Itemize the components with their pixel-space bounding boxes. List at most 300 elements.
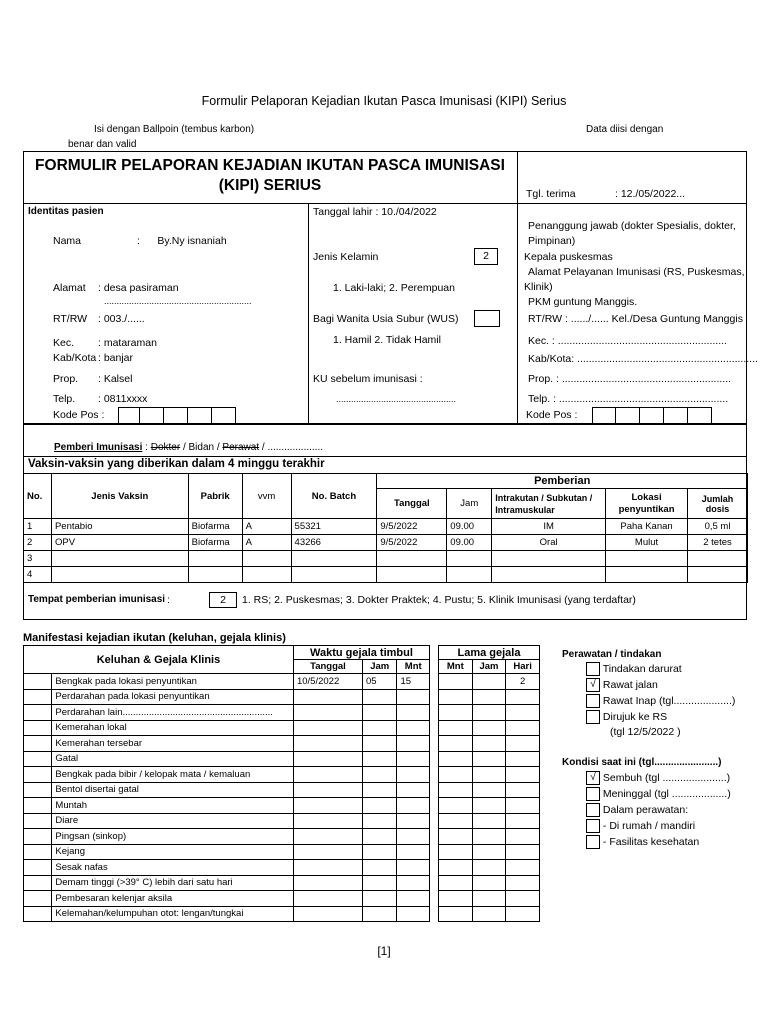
lama-hari-cell[interactable] — [506, 906, 540, 922]
cell[interactable]: 0,5 ml — [688, 519, 748, 535]
waktu-tanggal-cell[interactable] — [293, 860, 362, 876]
right-kab[interactable]: Kab/Kota: .............................................................. — [528, 353, 758, 365]
waktu-mnt-cell[interactable]: 15 — [397, 674, 430, 690]
alamat-pelayanan-label: Alamat Pelayanan Imunisasi (RS, Puskesmas, — [528, 266, 745, 278]
prop-label: Prop. — [53, 373, 79, 385]
cell[interactable] — [492, 551, 606, 567]
alamat-pelayanan-value[interactable]: PKM guntung Manggis. — [528, 296, 638, 308]
keluhan-header: Keluhan & Gejala Klinis — [24, 646, 294, 674]
col-lokasi: Lokasi penyuntikan — [606, 489, 688, 519]
waktu-mnt-cell[interactable] — [397, 860, 430, 876]
table-row — [24, 751, 430, 767]
keluhan-label: Muntah — [52, 798, 294, 814]
lama-mnt-cell[interactable] — [439, 906, 473, 922]
table-row — [24, 844, 430, 860]
lama-jam-cell[interactable] — [472, 767, 506, 783]
waktu-tanggal-cell[interactable] — [293, 798, 362, 814]
cell[interactable] — [447, 551, 492, 567]
cell[interactable] — [51, 551, 188, 567]
kondisi-checkbox[interactable]: √ — [586, 771, 600, 785]
table-row — [24, 705, 430, 721]
waktu-jam-cell[interactable] — [362, 720, 397, 736]
kondisi-label: Dalam perawatan: — [602, 803, 689, 816]
prop-value[interactable]: : Kalsel — [98, 373, 133, 385]
keluhan-checkbox[interactable] — [24, 829, 52, 845]
table-row — [24, 674, 430, 690]
keluhan-table — [23, 645, 430, 922]
lama-jam-cell[interactable] — [472, 720, 506, 736]
right-kec[interactable]: Kec. : .......................................................... — [528, 335, 727, 347]
lama-mnt-cell[interactable] — [439, 875, 473, 891]
cell: 4 — [24, 567, 52, 583]
jenis-kelamin-label: Jenis Kelamin — [313, 251, 379, 263]
lama-hari-cell[interactable] — [506, 782, 540, 798]
kondisi-heading: Kondisi saat ini (tgl.......................) — [562, 757, 722, 768]
waktu-jam-cell[interactable] — [362, 689, 397, 705]
keluhan-checkbox[interactable] — [24, 875, 52, 891]
lama-mnt-cell[interactable] — [439, 736, 473, 752]
lama-mnt-cell[interactable] — [439, 798, 473, 814]
waktu-tanggal-cell[interactable] — [293, 813, 362, 829]
waktu-tanggal-cell[interactable] — [293, 751, 362, 767]
cell[interactable]: Biofarma — [188, 519, 242, 535]
tgl-terima-label: Tgl. terima — [526, 188, 576, 200]
ku-label: KU sebelum imunisasi : — [313, 373, 423, 385]
cell[interactable] — [188, 551, 242, 567]
cell[interactable] — [188, 567, 242, 583]
note-ballpoint: Isi dengan Ballpoin (tembus karbon) — [94, 124, 255, 135]
table-row — [24, 782, 430, 798]
table-row — [24, 720, 430, 736]
keluhan-checkbox[interactable] — [24, 860, 52, 876]
lama-mnt: Mnt — [439, 660, 473, 674]
lama-hari-cell[interactable] — [506, 829, 540, 845]
perawatan-checkbox[interactable] — [586, 694, 600, 708]
tempat-sep: : — [167, 594, 170, 606]
keluhan-label: Kelemahan/kelumpuhan otot: lengan/tungkai — [52, 906, 294, 922]
waktu-tanggal-cell[interactable] — [293, 829, 362, 845]
keluhan-label: Kejang — [52, 844, 294, 860]
waktu-tanggal-cell[interactable] — [293, 906, 362, 922]
lama-hari-cell[interactable] — [506, 736, 540, 752]
waktu-mnt-cell[interactable] — [397, 798, 430, 814]
form-title-line1: FORMULIR PELAPORAN KEJADIAN IKUTAN PASCA IMUNISASI — [35, 157, 505, 174]
tgl-lahir[interactable]: Tanggal lahir : 10./04/2022 — [313, 206, 437, 218]
lama-hari-cell[interactable]: 2 — [506, 674, 540, 690]
lama-jam-cell[interactable] — [472, 705, 506, 721]
waktu-mnt-cell[interactable] — [397, 906, 430, 922]
table-row — [439, 906, 540, 922]
waktu-jam-cell[interactable] — [362, 751, 397, 767]
table-row — [439, 782, 540, 798]
table-row — [24, 891, 430, 907]
right-prop[interactable]: Prop. : .......................................................... — [528, 373, 732, 385]
vaksin-heading: Vaksin-vaksin yang diberikan dalam 4 minggu terakhir — [28, 458, 325, 470]
cell[interactable]: 09.00 — [447, 519, 492, 535]
wus-label: Bagi Wanita Usia Subur (WUS) — [313, 313, 459, 325]
kondisi-label: Sembuh (tgl ......................) — [602, 771, 731, 784]
lama-hari-cell[interactable] — [506, 767, 540, 783]
lama-mnt-cell[interactable] — [439, 705, 473, 721]
kondisi-checkbox[interactable] — [586, 835, 600, 849]
table-row — [439, 798, 540, 814]
cell[interactable] — [447, 567, 492, 583]
waktu-tanggal-cell[interactable] — [293, 875, 362, 891]
cell[interactable]: 43266 — [291, 535, 377, 551]
keluhan-label: Perdarahan lain......................................................... — [52, 705, 294, 721]
table-row — [24, 767, 430, 783]
table-row — [439, 751, 540, 767]
waktu-mnt-cell[interactable] — [397, 829, 430, 845]
cell[interactable] — [51, 567, 188, 583]
keluhan-label: Bengkak pada bibir / kelopak mata / kemaluan — [52, 767, 294, 783]
waktu-tanggal-cell[interactable]: 10/5/2022 — [293, 674, 362, 690]
kondisi-sub-faskes: - Fasilitas kesehatan — [602, 835, 700, 848]
lama-mnt-cell[interactable] — [439, 674, 473, 690]
cell[interactable] — [606, 567, 688, 583]
document-title: Formulir Pelaporan Kejadian Ikutan Pasca Imunisasi (KIPI) Serius — [201, 94, 567, 108]
lama-jam-cell[interactable] — [472, 751, 506, 767]
table-row — [439, 860, 540, 876]
waktu-mnt-cell[interactable] — [397, 891, 430, 907]
perawatan-checkbox[interactable] — [586, 662, 600, 676]
perawatan-label: Rawat Inap (tgl....................) — [602, 694, 736, 707]
nama-value[interactable]: : By.Ny isnaniah — [137, 235, 227, 247]
keluhan-checkbox[interactable] — [24, 798, 52, 814]
lama-table — [438, 645, 540, 922]
waktu-jam-cell[interactable]: 05 — [362, 674, 397, 690]
table-row — [439, 720, 540, 736]
perawatan-heading: Perawatan / tindakan — [562, 649, 662, 660]
cell[interactable]: Mulut — [606, 535, 688, 551]
perawatan-label: Dirujuk ke RS — [602, 710, 668, 723]
lama-mnt-cell[interactable] — [439, 720, 473, 736]
keluhan-checkbox[interactable] — [24, 782, 52, 798]
dirujuk-tgl[interactable]: (tgl 12/5/2022 ) — [610, 726, 681, 738]
waktu-mnt-cell[interactable] — [397, 782, 430, 798]
lama-jam-cell[interactable] — [472, 736, 506, 752]
kab-label: Kab/Kota — [53, 352, 97, 364]
table-row — [439, 829, 540, 845]
keluhan-checkbox[interactable] — [24, 705, 52, 721]
keluhan-label: Gatal — [52, 751, 294, 767]
waktu-tanggal-cell[interactable] — [293, 720, 362, 736]
pemberi-bidan[interactable]: / Bidan / — [180, 442, 223, 453]
lama-hari-cell[interactable] — [506, 875, 540, 891]
lama-hari-cell[interactable] — [506, 798, 540, 814]
cell[interactable] — [492, 567, 606, 583]
telp-value[interactable]: : 0811xxxx — [98, 393, 148, 405]
lama-jam-cell[interactable] — [472, 829, 506, 845]
lama-jam: Jam — [472, 660, 506, 674]
col-tanggal: Tanggal — [377, 489, 447, 519]
cell[interactable]: A — [242, 535, 291, 551]
keluhan-checkbox[interactable] — [24, 813, 52, 829]
cell[interactable]: Oral — [492, 535, 606, 551]
tgl-terima-value[interactable]: : 12./05/2022... — [615, 188, 686, 200]
waktu-mnt-cell[interactable] — [397, 736, 430, 752]
lama-jam-cell[interactable] — [472, 860, 506, 876]
perawatan-checkbox[interactable]: √ — [586, 678, 600, 692]
right-kodepos-label: Kode Pos : — [526, 409, 578, 421]
keluhan-checkbox[interactable] — [24, 720, 52, 736]
lama-jam-cell[interactable] — [472, 891, 506, 907]
lama-mnt-cell[interactable] — [439, 767, 473, 783]
keluhan-checkbox[interactable] — [24, 674, 52, 690]
page-number: [1] — [377, 944, 391, 958]
lama-hari-cell[interactable] — [506, 813, 540, 829]
lama-hari-cell[interactable] — [506, 720, 540, 736]
lama-mnt-cell[interactable] — [439, 844, 473, 860]
alamat-pelayanan-label-2: Klinik) — [524, 281, 553, 293]
keluhan-label: Pingsan (sinkop) — [52, 829, 294, 845]
right-kodepos-boxes[interactable] — [592, 407, 712, 424]
waktu-mnt-cell[interactable] — [397, 844, 430, 860]
table-row — [439, 891, 540, 907]
waktu-mnt-cell[interactable] — [397, 767, 430, 783]
lama-hari-cell[interactable] — [506, 689, 540, 705]
jenis-kelamin-box[interactable]: 2 — [474, 248, 498, 265]
col-jumlah-dosis: Jumlah dosis — [688, 489, 748, 519]
form-title-line2: (KIPI) SERIUS — [218, 177, 322, 194]
right-telp[interactable]: Telp. : .......................................................... — [528, 393, 729, 405]
pj-value[interactable]: Kepala puskesmas — [524, 251, 613, 263]
waktu-tanggal-cell[interactable] — [293, 767, 362, 783]
keluhan-label: Kemerahan tersebar — [52, 736, 294, 752]
keluhan-checkbox[interactable] — [24, 906, 52, 922]
cell[interactable]: 9/5/2022 — [377, 519, 447, 535]
cell[interactable] — [291, 567, 377, 583]
table-row — [439, 844, 540, 860]
lama-mnt-cell[interactable] — [439, 860, 473, 876]
keluhan-label: Bengkak pada lokasi penyuntikan — [52, 674, 294, 690]
cell[interactable]: Paha Kanan — [606, 519, 688, 535]
table-row — [439, 689, 540, 705]
waktu-jam-cell[interactable] — [362, 891, 397, 907]
table-row — [24, 736, 430, 752]
lama-hari-cell[interactable] — [506, 751, 540, 767]
waktu-jam-cell[interactable] — [362, 875, 397, 891]
lama-mnt-cell[interactable] — [439, 891, 473, 907]
waktu-tanggal-cell[interactable] — [293, 705, 362, 721]
wus-options: 1. Hamil 2. Tidak Hamil — [333, 334, 441, 346]
keluhan-checkbox[interactable] — [24, 891, 52, 907]
rtrw-value[interactable]: : 003./...... — [98, 313, 145, 325]
keluhan-checkbox[interactable] — [24, 751, 52, 767]
keluhan-checkbox[interactable] — [24, 767, 52, 783]
lama-hari-cell[interactable] — [506, 844, 540, 860]
waktu-mnt: Mnt — [397, 660, 430, 674]
waktu-jam-cell[interactable] — [362, 782, 397, 798]
kab-value[interactable]: : banjar — [98, 352, 134, 364]
waktu-mnt-cell[interactable] — [397, 813, 430, 829]
waktu-jam-cell[interactable] — [362, 860, 397, 876]
lama-jam-cell[interactable] — [472, 674, 506, 690]
table-row — [24, 519, 748, 535]
table-row — [439, 875, 540, 891]
tempat-label: Tempat pemberian imunisasi — [28, 594, 166, 605]
vaksin-table — [23, 473, 748, 583]
cell[interactable] — [242, 567, 291, 583]
waktu-mnt-cell[interactable] — [397, 720, 430, 736]
keluhan-checkbox[interactable] — [24, 689, 52, 705]
cell[interactable] — [606, 551, 688, 567]
keluhan-label: Demam tinggi (>39° C) lebih dari satu hari — [52, 875, 294, 891]
pemberi-rest: / .................... — [259, 442, 324, 453]
cell: 2 — [24, 535, 52, 551]
cell[interactable]: 2 tetes — [688, 535, 748, 551]
right-rtrw[interactable]: RT/RW : ....../...... Kel./Desa Guntung Manggis — [528, 313, 743, 325]
lama-jam-cell[interactable] — [472, 844, 506, 860]
cell: 3 — [24, 551, 52, 567]
cell[interactable] — [291, 551, 377, 567]
table-row — [24, 551, 748, 567]
waktu-mnt-cell[interactable] — [397, 689, 430, 705]
lama-jam-cell[interactable] — [472, 875, 506, 891]
lama-jam-cell[interactable] — [472, 798, 506, 814]
table-row — [439, 813, 540, 829]
waktu-jam-cell[interactable] — [362, 705, 397, 721]
cell[interactable] — [688, 567, 748, 583]
waktu-jam-cell[interactable] — [362, 767, 397, 783]
col-vvm: vvm — [242, 474, 291, 519]
tempat-box[interactable]: 2 — [209, 592, 237, 608]
kondisi-checkbox[interactable] — [586, 803, 600, 817]
lama-mnt-cell[interactable] — [439, 829, 473, 845]
cell[interactable]: Pentabio — [51, 519, 188, 535]
cell[interactable] — [377, 567, 447, 583]
lama-jam-cell[interactable] — [472, 782, 506, 798]
table-row — [24, 813, 430, 829]
waktu-tanggal-cell[interactable] — [293, 736, 362, 752]
lama-jam-cell[interactable] — [472, 813, 506, 829]
pj-label-2: Pimpinan) — [528, 235, 576, 247]
table-row — [439, 705, 540, 721]
lama-mnt-cell[interactable] — [439, 782, 473, 798]
pemberi-sep: : — [145, 442, 148, 453]
pemberi-imunisasi — [54, 442, 323, 453]
table-row — [24, 875, 430, 891]
perawatan-list — [586, 662, 735, 742]
pemberi-perawat[interactable]: Perawat — [222, 442, 260, 453]
kondisi-label: Meninggal (tgl ...................) — [602, 787, 731, 800]
lama-mnt-cell[interactable] — [439, 689, 473, 705]
kodepos-label: Kode Pos : — [53, 409, 105, 421]
waktu-jam-cell[interactable] — [362, 829, 397, 845]
pemberi-dokter[interactable]: Dokter — [150, 442, 181, 453]
waktu-tanggal: Tanggal — [293, 660, 362, 674]
cell[interactable] — [688, 551, 748, 567]
keluhan-checkbox[interactable] — [24, 736, 52, 752]
manifestasi-heading: Manifestasi kejadian ikutan (keluhan, gejala klinis) — [23, 632, 286, 644]
waktu-jam-cell[interactable] — [362, 813, 397, 829]
kodepos-boxes[interactable] — [118, 407, 236, 424]
table-row — [439, 736, 540, 752]
lama-jam-cell[interactable] — [472, 689, 506, 705]
kondisi-list — [586, 771, 731, 851]
kondisi-checkbox[interactable] — [586, 787, 600, 801]
lama-mnt-cell[interactable] — [439, 813, 473, 829]
cell: 1 — [24, 519, 52, 535]
waktu-jam-cell[interactable] — [362, 906, 397, 922]
table-row — [24, 567, 748, 583]
waktu-header: Waktu gejala timbul — [293, 646, 429, 660]
cell[interactable]: IM — [492, 519, 606, 535]
waktu-jam-cell[interactable] — [362, 798, 397, 814]
identitas-heading: Identitas pasien — [28, 206, 104, 217]
col-jenis-vaksin: Jenis Vaksin — [51, 474, 188, 519]
cell[interactable]: Biofarma — [188, 535, 242, 551]
waktu-jam-cell[interactable] — [362, 736, 397, 752]
lama-jam-cell[interactable] — [472, 906, 506, 922]
cell[interactable]: 09.00 — [447, 535, 492, 551]
waktu-tanggal-cell[interactable] — [293, 891, 362, 907]
cell[interactable]: 9/5/2022 — [377, 535, 447, 551]
alamat-value[interactable]: : desa pasiraman — [98, 282, 179, 294]
nama-label: Nama — [53, 235, 82, 247]
table-row — [24, 689, 430, 705]
cell[interactable]: A — [242, 519, 291, 535]
keluhan-label: Kemerahan lokal — [52, 720, 294, 736]
table-row — [439, 767, 540, 783]
kondisi-checkbox[interactable] — [586, 819, 600, 833]
col-jam: Jam — [447, 489, 492, 519]
kondisi-sub-rumah: - Di rumah / mandiri — [602, 819, 696, 832]
perawatan-label: Rawat jalan — [602, 678, 658, 691]
col-pabrik: Pabrik — [188, 474, 242, 519]
lama-mnt-cell[interactable] — [439, 751, 473, 767]
cell[interactable]: OPV — [51, 535, 188, 551]
table-row — [24, 798, 430, 814]
table-row — [24, 535, 748, 551]
lama-hari-cell[interactable] — [506, 891, 540, 907]
table-row — [24, 829, 430, 845]
keluhan-label: Bentol disertai gatal — [52, 782, 294, 798]
waktu-mnt-cell[interactable] — [397, 751, 430, 767]
telp-label: Telp. — [53, 393, 76, 405]
lama-hari-cell[interactable] — [506, 860, 540, 876]
cell[interactable] — [377, 551, 447, 567]
table-row — [24, 906, 430, 922]
wus-box[interactable] — [474, 310, 500, 327]
pemberian-header: Pemberian — [377, 474, 748, 489]
lama-hari: Hari — [506, 660, 540, 674]
col-batch: No. Batch — [291, 474, 377, 519]
waktu-tanggal-cell[interactable] — [293, 689, 362, 705]
waktu-tanggal-cell[interactable] — [293, 782, 362, 798]
cell[interactable]: 55321 — [291, 519, 377, 535]
waktu-mnt-cell[interactable] — [397, 875, 430, 891]
perawatan-checkbox[interactable] — [586, 710, 600, 724]
keluhan-checkbox[interactable] — [24, 844, 52, 860]
perawatan-label: Tindakan darurat — [602, 662, 682, 675]
waktu-mnt-cell[interactable] — [397, 705, 430, 721]
alamat-label: Alamat — [53, 282, 86, 294]
waktu-jam: Jam — [362, 660, 397, 674]
col-intrakutan: Intrakutan / Subkutan / Intramuskular — [492, 489, 606, 519]
lama-hari-cell[interactable] — [506, 705, 540, 721]
waktu-jam-cell[interactable] — [362, 844, 397, 860]
table-row — [439, 674, 540, 690]
cell[interactable] — [242, 551, 291, 567]
keluhan-label: Diare — [52, 813, 294, 829]
waktu-tanggal-cell[interactable] — [293, 844, 362, 860]
kec-value[interactable]: : mataraman — [98, 337, 157, 349]
col-no: No. — [24, 474, 52, 519]
keluhan-label: Perdarahan pada lokasi penyuntikan — [52, 689, 294, 705]
pemberi-label: Pemberi Imunisasi — [54, 442, 143, 453]
keluhan-label: Pembesaran kelenjar aksila — [52, 891, 294, 907]
